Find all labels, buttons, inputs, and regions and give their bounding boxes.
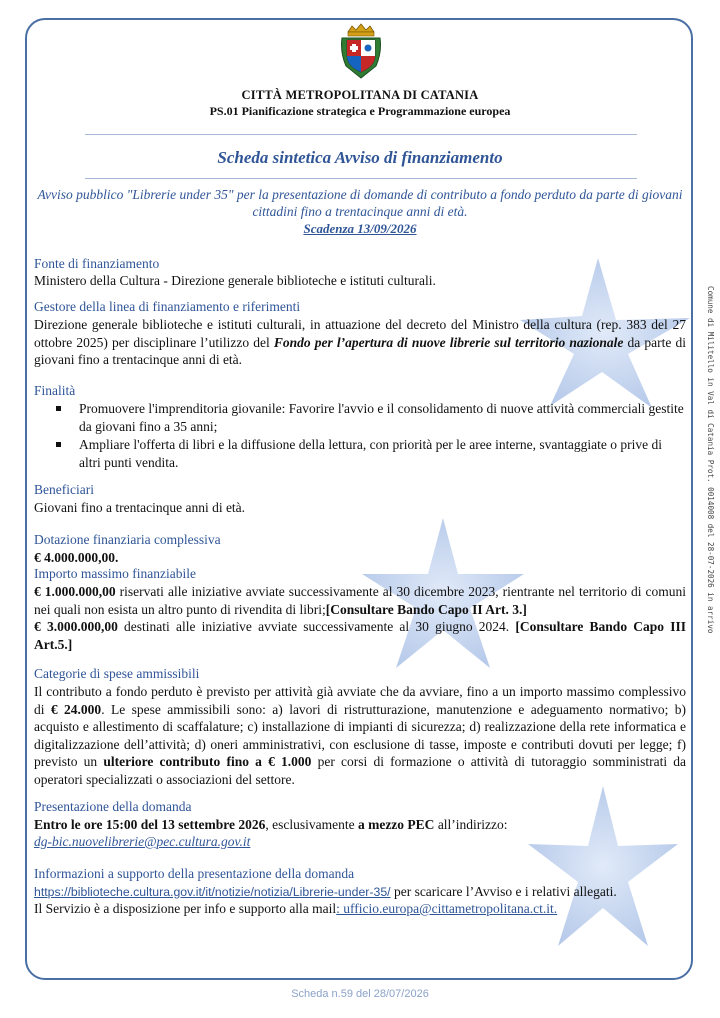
dotazione-amount: € 4.000.000,00. xyxy=(34,550,119,565)
presentazione-text: Entro le ore 15:00 del 13 settembre 2026, esclusivamente a mezzo PEC all’indirizzo: xyxy=(34,817,508,832)
section-heading-dotazione: Dotazione finanziaria complessiva xyxy=(34,532,221,547)
service-line: Il Servizio è a disposizione per info e supporto alla mail: ufficio.europa@cittametropolitana.ct.it. xyxy=(34,901,558,916)
gestore-text: Direzione generale biblioteche e istituti culturali, in attuazione del decreto del Ministro della cultura (rep. 383 del 27 ottobre 2025) per disciplinare l’utilizzo del Fondo per l’apertura di nuove librerie sul territorio nazionale da parte di giovani fino a trentacinque anni di età. xyxy=(34,317,686,367)
section-heading-importo: Importo massimo finanziabile xyxy=(34,566,196,581)
organization-unit: PS.01 Pianificazione strategica e Programmazione europea xyxy=(209,104,511,118)
organization-name: CITTÀ METROPOLITANA DI CATANIA xyxy=(241,88,479,102)
section-heading-beneficiari: Beneficiari xyxy=(34,482,94,497)
intro-text: Avviso pubblico "Librerie under 35" per la presentazione di domande di contributo a fondo perduto da parte di giovani cittadini fino a trentacinque anni di età. xyxy=(37,187,683,219)
info-url-link[interactable]: https://biblioteche.cultura.gov.it/it/notizie/notizia/Librerie-under-35/ xyxy=(34,885,391,899)
deadline: Scadenza 13/09/2026 xyxy=(303,221,417,236)
pec-email-link[interactable]: dg-bic.nuovelibrerie@pec.cultura.gov.it xyxy=(34,834,251,849)
title-divider xyxy=(85,178,637,179)
footer: Scheda n.59 del 28/07/2026 xyxy=(291,988,429,1000)
protocol-stamp: Comune di Militello in Val di Catania Prot. 0014008 del 28-07-2026 in arrivo xyxy=(706,286,715,634)
section-heading-categorie: Categorie di spese ammissibili xyxy=(34,666,200,681)
service-email-link[interactable]: : ufficio.europa@cittametropolitana.ct.it. xyxy=(336,901,558,916)
fonte-text: Ministero della Cultura - Direzione generale biblioteche e istituti culturali. xyxy=(34,273,436,288)
section-heading-info: Informazioni a supporto della presentazione della domanda xyxy=(34,866,355,881)
section-heading-gestore: Gestore della linea di finanziamento e riferimenti xyxy=(34,299,301,314)
importo-line-1: € 1.000.000,00 riservati alle iniziative avviate successivamente al 30 dicembre 2023, rientrante nel territorio di comuni nei quali non esista un altro punto di rivendita di libri;[Consultare Bando Capo II Art. 3.] xyxy=(34,584,686,617)
header-divider xyxy=(85,134,637,135)
section-heading-presentazione: Presentazione della domanda xyxy=(34,799,192,814)
info-url-line: https://biblioteche.cultura.gov.it/it/notizie/notizia/Librerie-under-35/ per scaricare l’Avviso e i relativi allegati. xyxy=(34,884,617,899)
section-heading-finalita: Finalità xyxy=(34,383,76,398)
document-title: Scheda sintetica Avviso di finanziamento xyxy=(217,148,503,167)
coat-of-arms-logo xyxy=(338,22,384,82)
categorie-text: Il contributo a fondo perduto è previsto per attività già avviate che da avviare, fino a un importo massimo complessivo di € 24.000. Le spese ammissibili sono: a) lavori di ristrutturazione, manutenzione e adeguamento normativo; b) acquisto e allestimento di scaffalature; c) installazione di impianti di sicurezza; d) realizzazione della rete informatica e digitalizzazione dell’attività; d) oneri amministrativi, con esclusione di tasse, imposte e contributi dovuti per legge; f) previsto un ulteriore contributo fino a € 1.000 per corsi di formazione o attività di tutoraggio somministrati da operatori specializzati o associazioni del settore. xyxy=(34,684,686,787)
importo-line-2: € 3.000.000,00 destinati alle iniziative avviate successivamente al 30 giugno 2024. [Consultare Bando Capo III Art.5.] xyxy=(34,619,686,652)
decorative-star-icon xyxy=(528,786,678,946)
section-heading-fonte: Fonte di finanziamento xyxy=(34,256,160,271)
beneficiari-text: Giovani fino a trentacinque anni di età. xyxy=(34,500,246,515)
